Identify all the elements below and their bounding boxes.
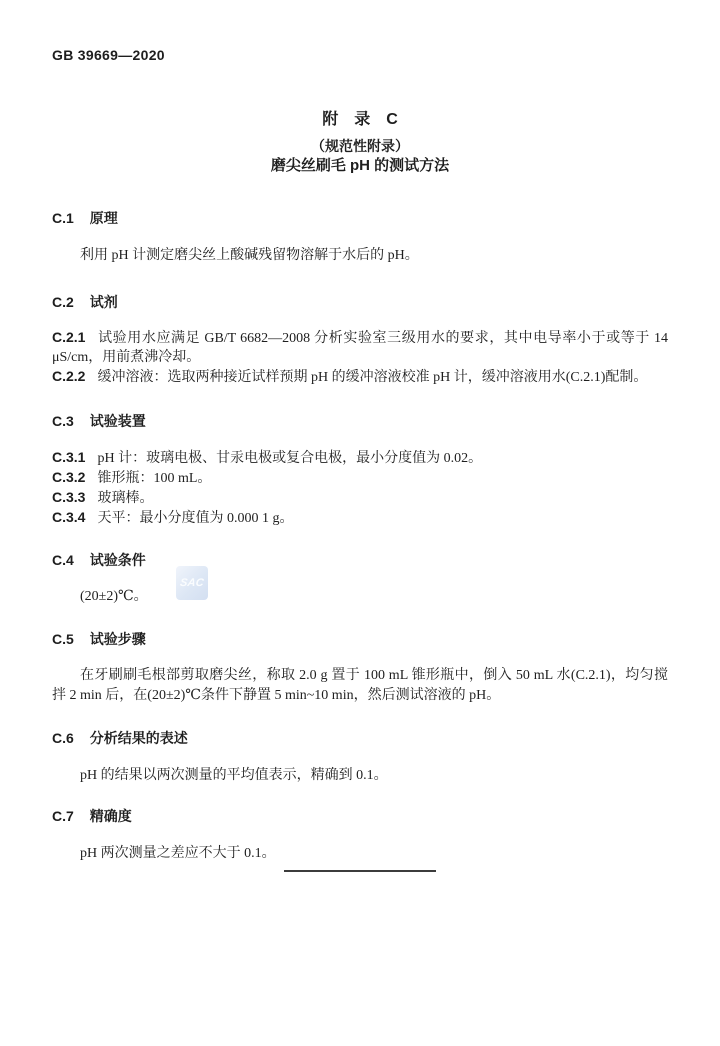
section-title: 试验步骤 — [89, 631, 146, 647]
clause-row — [52, 448, 668, 468]
clause-text: 锥形瓶：100 mL。 — [97, 471, 212, 486]
clause-row — [52, 488, 668, 508]
sac-watermark-logo — [176, 566, 208, 600]
section-heading-c6 — [52, 728, 668, 748]
section-paragraph: 在牙刷刷毛根部剪取磨尖丝，称取 2.0 g 置于 100 mL 锥形瓶中，倒入 50 mL 水(C.2.1)，均匀搅拌 2 min 后，在(20±2)℃条件下静置 5 min~10 min，然后测试溶液的 pH。 — [52, 668, 668, 703]
clause-text: 玻璃棒。 — [97, 491, 154, 506]
section-title: 试剂 — [89, 294, 118, 310]
clause-number: C.3.1 — [52, 449, 86, 465]
section-heading-c1 — [52, 208, 668, 228]
section-paragraph: (20±2)℃。 — [80, 589, 148, 604]
section-number: C.2 — [52, 294, 74, 310]
section-title: 精确度 — [89, 808, 132, 824]
standard-number: GB 39669—2020 — [52, 47, 165, 63]
appendix-title: 磨尖丝刷毛 pH 的测试方法 — [270, 157, 450, 174]
clause-row — [52, 468, 668, 488]
section-number: C.5 — [52, 631, 74, 647]
clause-number: C.2.2 — [52, 368, 86, 384]
section-paragraph: 利用 pH 计测定磨尖丝上酸碱残留物溶解于水后的 pH。 — [80, 248, 419, 263]
clause-number: C.3.3 — [52, 489, 86, 505]
clause-number: C.3.4 — [52, 509, 86, 525]
section-number: C.7 — [52, 808, 74, 824]
section-heading-c4 — [52, 550, 668, 570]
section-title: 分析结果的表述 — [89, 730, 188, 746]
clause-text: pH 计：玻璃电极、甘汞电极或复合电极，最小分度值为 0.02。 — [97, 451, 483, 466]
clause-list-c2 — [52, 328, 668, 387]
section-number: C.3 — [52, 413, 74, 429]
clause-list-c3 — [52, 448, 668, 528]
end-of-document-rule — [284, 870, 436, 872]
section-title: 原理 — [89, 210, 118, 226]
section-number: C.6 — [52, 730, 74, 746]
sac-logo-text: SAC — [179, 577, 205, 589]
section-paragraph: pH 的结果以两次测量的平均值表示，精确到 0.1。 — [80, 768, 388, 783]
section-number: C.4 — [52, 552, 74, 568]
section-heading-c5 — [52, 629, 668, 649]
section-heading-c7 — [52, 806, 668, 826]
section-heading-c2 — [52, 292, 668, 312]
section-title: 试验装置 — [89, 413, 146, 429]
clause-number: C.2.1 — [52, 329, 86, 345]
appendix-subheading: （规范性附录） — [311, 138, 409, 154]
section-paragraph: pH 两次测量之差应不大于 0.1。 — [80, 846, 276, 861]
appendix-heading: 附 录 C — [322, 111, 398, 128]
clause-text: 缓冲溶液：选取两种接近试样预期 pH 的缓冲溶液校准 pH 计，缓冲溶液用水(C.2.1)配制。 — [97, 370, 648, 385]
clause-row — [52, 328, 668, 367]
clause-row — [52, 367, 668, 387]
clause-text: 天平：最小分度值为 0.000 1 g。 — [97, 511, 294, 526]
section-number: C.1 — [52, 210, 74, 226]
page-content — [0, 46, 720, 872]
clause-text: 试验用水应满足 GB/T 6682—2008 分析实验室三级用水的要求，其中电导率小于或等于 14 μS/cm，用前煮沸冷却。 — [52, 331, 668, 365]
section-title: 试验条件 — [89, 552, 146, 568]
clause-number: C.3.2 — [52, 469, 86, 485]
section-heading-c3 — [52, 411, 668, 431]
clause-row — [52, 508, 668, 528]
